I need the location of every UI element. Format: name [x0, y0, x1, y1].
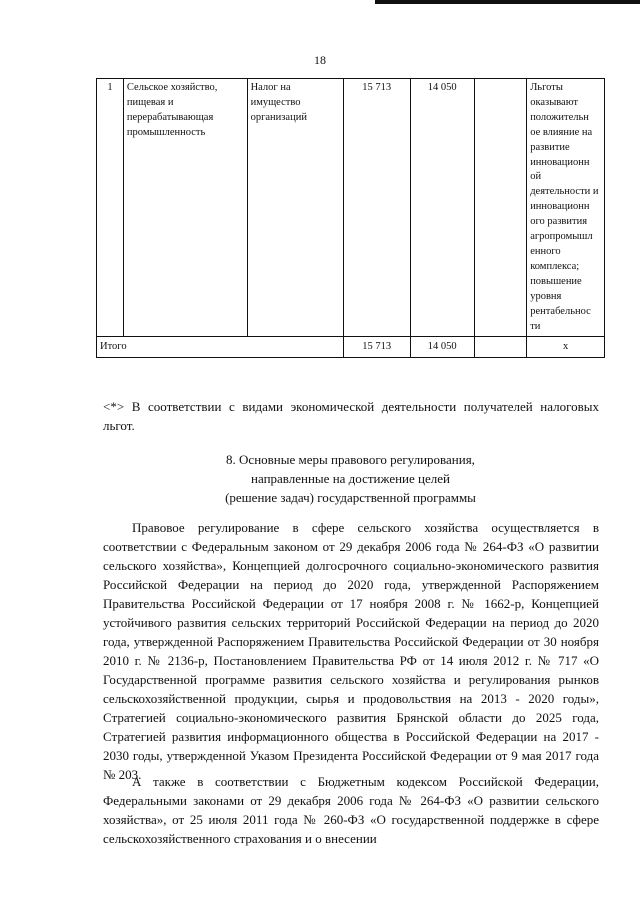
- total-label-cell: Итого: [97, 337, 344, 358]
- tax-benefits-table: [96, 78, 605, 358]
- page-number: 18: [314, 53, 326, 67]
- footnote: <*> В соответствии с видами экономической деятельности получателей налоговых льгот.: [103, 399, 599, 433]
- value1-cell: 15 713: [343, 79, 410, 337]
- total-value3-cell: [474, 337, 527, 358]
- total-value1-cell: 15 713: [343, 337, 410, 358]
- tax-cell: Налог на имущество организаций: [247, 79, 343, 337]
- row-number-cell: 1: [97, 79, 124, 337]
- effect-cell: Льготы оказывают положительн ое влияние на развитие инновационн ой деятельности и инновационн ого развития агропромышл енного комплекса; повышение уровня рентабельнос ти: [527, 79, 605, 337]
- total-row: [97, 337, 605, 358]
- value3-cell: [474, 79, 527, 337]
- table-row: [97, 79, 605, 337]
- section-heading: [96, 450, 605, 507]
- section-heading-line-1: 8. Основные меры правового регулирования,: [226, 452, 475, 467]
- total-value2-cell: 14 050: [410, 337, 474, 358]
- industry-cell: Сельское хозяйство, пищевая и перерабатывающая промышленность: [123, 79, 247, 337]
- paragraph-legal-basis: Правовое регулирование в сфере сельского хозяйства осуществляется в соответствии с Федеральным законом от 29 декабря 2006 года № 264-ФЗ «О развитии сельского хозяйства», Концепцией долгосрочного социально-экономического развития Российской Федерации на период до 2020 года, утвержденной Распоряжением Правительства Российской Федерации от 17 ноября 2008 г. № 1662-р, Концепцией устойчивого развития сельских территорий Российской Федерации на период до 2020 года, утвержденной Распоряжением Правительства Российской Федерации от 30 ноября 2010 г. № 2136-р, Постановлением Правительства РФ от 14 июля 2012 г. № 717 «О Государственной программе развития сельского хозяйства и регулирования рынков сельскохозяйственной продукции, сырья и продовольствия на 2013 - 2020 годы», Стратегией социально-экономического развития Брянской области до 2025 года, Стратегией развития информационного общества в Российской Федерации на 2017 - 2030 годы, утвержденной Указом Президента Российской Федерации от 9 мая 2017 года № 203.: [103, 520, 599, 782]
- section-heading-line-3: (решение задач) государственной программы: [225, 490, 476, 505]
- paragraph-additional-laws: А также в соответствии с Бюджетным кодексом Российской Федерации, Федеральными законами от 29 декабря 2006 года № 264-ФЗ «О развитии сельского хозяйства», от 25 июля 2011 года № 260-ФЗ «О государственной поддержке в сфере сельскохозяйственного страхования и о внесении: [103, 774, 599, 846]
- value2-cell: 14 050: [410, 79, 474, 337]
- scan-edge-line: [375, 0, 640, 4]
- total-effect-cell: x: [527, 337, 605, 358]
- section-heading-line-2: направленные на достижение целей: [251, 471, 450, 486]
